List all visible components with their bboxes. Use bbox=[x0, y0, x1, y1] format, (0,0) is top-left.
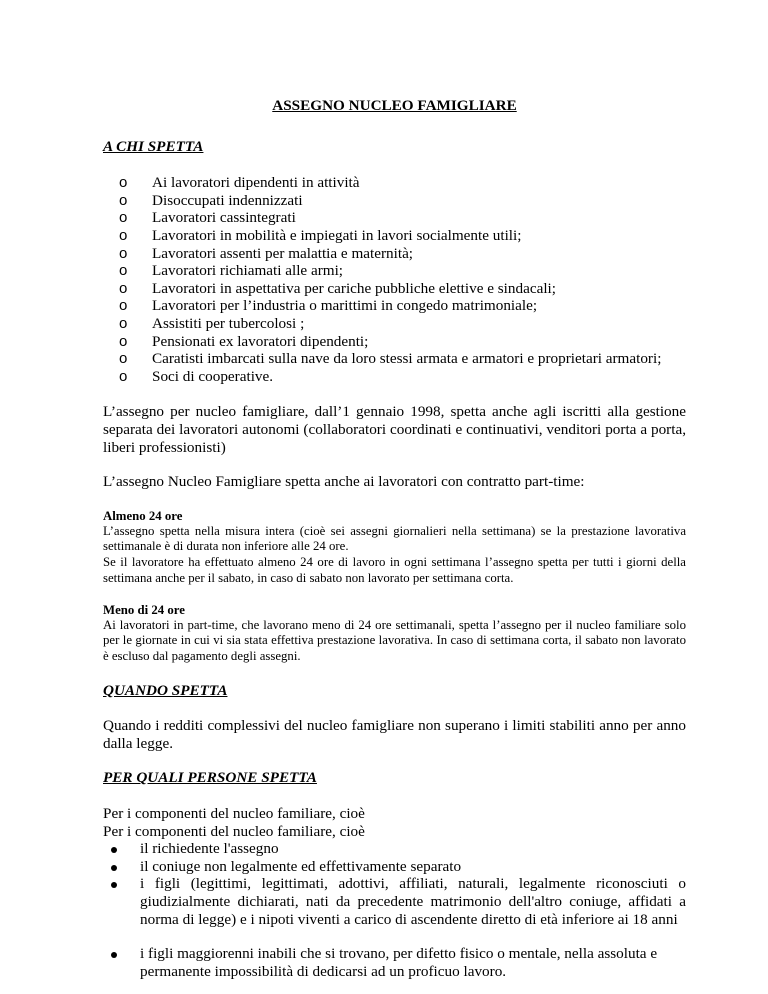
list-item: o Caratisti imbarcati sulla nave da loro stessi armata e armatori e proprietari armatori; bbox=[119, 350, 662, 368]
family-members-list bbox=[103, 840, 686, 980]
circle-bullet-icon: o bbox=[119, 297, 128, 315]
circle-bullet-icon: o bbox=[119, 279, 128, 297]
list-item: o Pensionati ex lavoratori dipendenti; bbox=[119, 332, 369, 350]
section-heading-per-quali-persone: PER QUALI PERSONE SPETTA bbox=[103, 769, 317, 787]
section-heading-quando-spetta: QUANDO SPETTA bbox=[103, 681, 228, 699]
bullet-dot-icon bbox=[111, 952, 117, 958]
almeno-24-text-1: L’assegno spetta nella misura intera (cioè sei assegni giornalieri nella settimana) se la prestazione lavorativa settimanale è di durata non inferiore alle 24 ore. bbox=[103, 523, 686, 554]
list-item: o Lavoratori per l’industria o marittimi in congedo matrimoniale; bbox=[119, 297, 538, 315]
list-item: o Soci di cooperative. bbox=[119, 367, 274, 385]
circle-bullet-icon: o bbox=[119, 191, 128, 209]
list-item: i figli (legittimi, legittimati, adottivi, affiliati, naturali, legalmente riconosciuti o giudizialmente dichiarati, nati da precedente matrimonio dell'altro coniuge, affidati a norma di legge) e i nipoti viventi a carico di ascendente diretto di età inferiore ai 18 anni bbox=[103, 875, 686, 928]
circle-bullet-icon: o bbox=[119, 350, 128, 368]
circle-bullet-icon: o bbox=[119, 244, 128, 262]
section-heading-a-chi-spetta: A CHI SPETTA bbox=[103, 137, 204, 155]
paragraph-intro-2: Per i componenti del nucleo familiare, cioè bbox=[103, 822, 365, 840]
list-item: o Lavoratori cassintegrati bbox=[119, 209, 296, 227]
almeno-24-title: Almeno 24 ore bbox=[103, 508, 183, 523]
list-item: o Lavoratori assenti per malattia e maternità; bbox=[119, 244, 414, 262]
circle-bullet-icon: o bbox=[119, 262, 128, 280]
paragraph-gestione-separata: L’assegno per nucleo famigliare, dall’1 gennaio 1998, spetta anche agli iscritti alla gestione separata dei lavoratori autonomi (collaboratori coordinati e continuativi, venditori porta a porta, liberi professionisti) bbox=[103, 403, 686, 456]
paragraph-part-time: L’assegno Nucleo Famigliare spetta anche ai lavoratori con contratto part-time: bbox=[103, 473, 585, 491]
meno-24-block bbox=[103, 603, 686, 665]
paragraph-intro-1: Per i componenti del nucleo familiare, cioè bbox=[103, 804, 365, 822]
circle-bullet-icon: o bbox=[119, 314, 128, 332]
list-item: i figli maggiorenni inabili che si trovano, per difetto fisico o mentale, nella assoluta e permanente impossibilità di dedicarsi ad un proficuo lavoro. bbox=[103, 945, 686, 980]
list-item: o Lavoratori richiamati alle armi; bbox=[119, 262, 344, 280]
list-item: o Lavoratori in aspettativa per cariche pubbliche elettive e sindacali; bbox=[119, 279, 556, 297]
circle-bullet-icon: o bbox=[119, 226, 128, 244]
document-title: ASSEGNO NUCLEO FAMIGLIARE bbox=[272, 97, 517, 114]
circle-bullet-icon: o bbox=[119, 367, 128, 385]
meno-24-title: Meno di 24 ore bbox=[103, 602, 185, 617]
list-item: il richiedente l'assegno bbox=[103, 840, 686, 858]
almeno-24-text-2: Se il lavoratore ha effettuato almeno 24 ore di lavoro in ogni settimana l’assegno spetta per tutti i giorni della settimana anche per il sabato, in caso di sabato non lavorato per settimana corta. bbox=[103, 555, 686, 585]
list-item: o Assistiti per tubercolosi ; bbox=[119, 314, 305, 332]
circle-bullet-icon: o bbox=[119, 332, 128, 350]
bullet-dot-icon bbox=[111, 847, 117, 853]
bullet-dot-icon bbox=[111, 882, 117, 888]
paragraph-quando-spetta: Quando i redditi complessivi del nucleo famigliare non superano i limiti stabiliti anno per anno dalla legge. bbox=[103, 717, 686, 752]
list-item: o Ai lavoratori dipendenti in attività bbox=[119, 174, 360, 192]
list-item: il coniuge non legalmente ed effettivamente separato bbox=[103, 858, 686, 876]
bullet-dot-icon bbox=[111, 865, 117, 871]
almeno-24-block bbox=[103, 509, 686, 587]
meno-24-text: Ai lavoratori in part-time, che lavorano meno di 24 ore settimanali, spetta l’assegno per il nucleo familiare solo per le giornate in cui vi sia stata effettiva prestazione lavorativa. In caso di settimana corta, il sabato non lavorato è escluso dal pagamento degli assegni. bbox=[103, 617, 686, 663]
list-item: o Lavoratori in mobilità e impiegati in lavori socialmente utili; bbox=[119, 226, 522, 244]
list-item: o Disoccupati indennizzati bbox=[119, 191, 303, 209]
beneficiaries-list bbox=[103, 174, 686, 385]
circle-bullet-icon: o bbox=[119, 209, 128, 227]
circle-bullet-icon: o bbox=[119, 174, 128, 192]
